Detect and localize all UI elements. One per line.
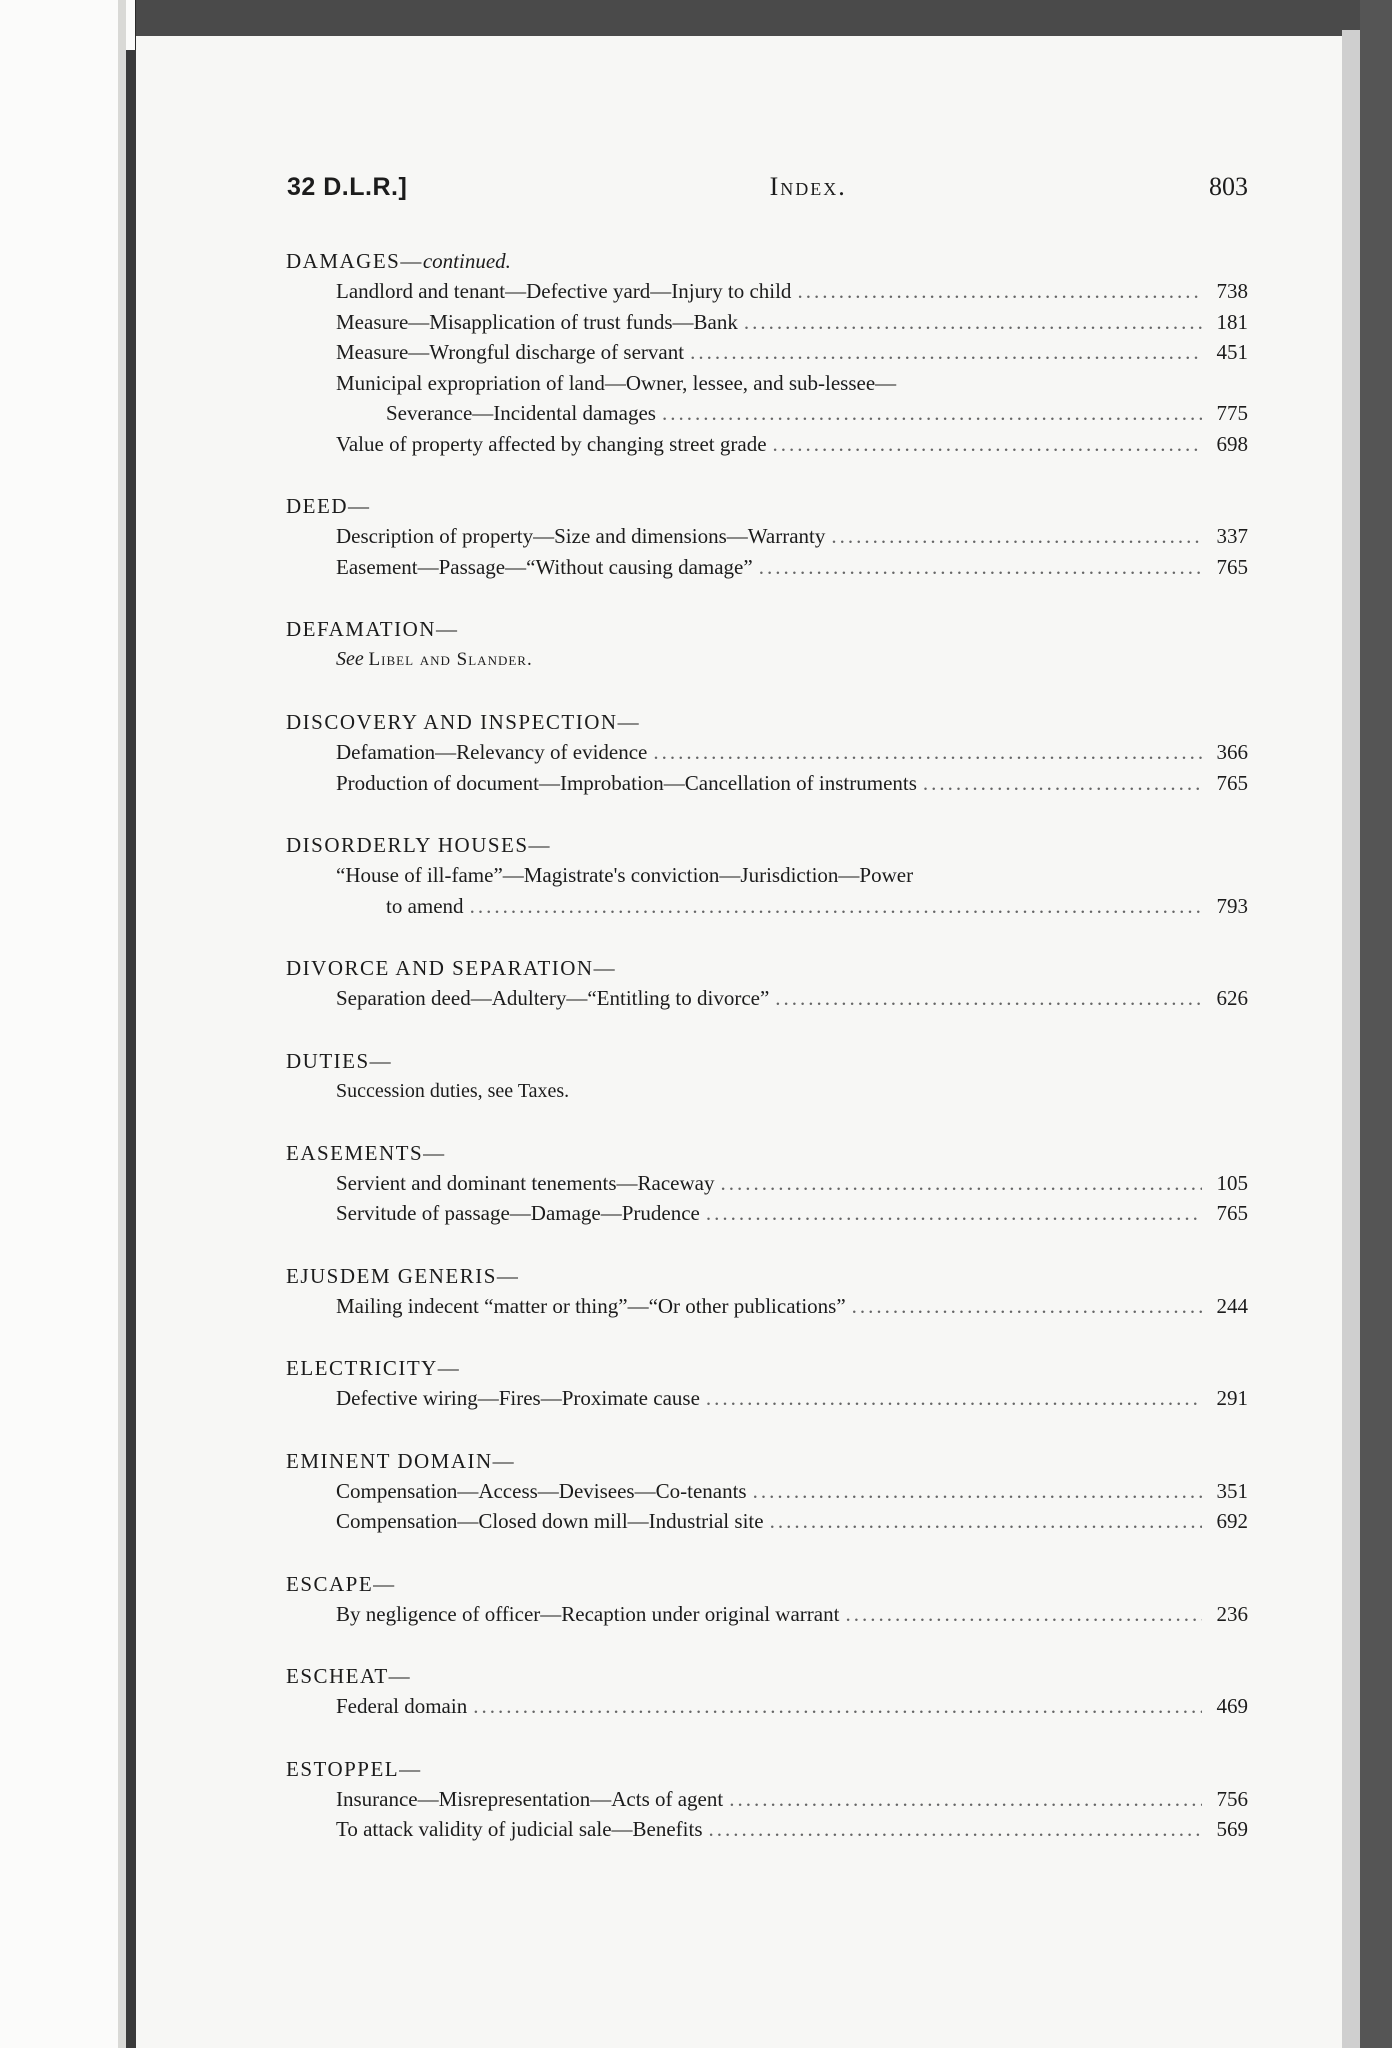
index-entry	[336, 737, 1248, 768]
entry-text: Landlord and tenant—Defective yard—Injury to child	[336, 279, 792, 303]
index-entry	[386, 891, 1248, 922]
see-reference: Libel and Slander.	[368, 649, 533, 670]
section-heading	[286, 246, 1248, 276]
index-section	[286, 707, 1248, 798]
page-title: Index.	[769, 172, 847, 201]
index-section	[286, 830, 1248, 921]
running-header	[287, 172, 1248, 202]
index-section	[286, 246, 1248, 459]
entry-page: 469	[1216, 1694, 1248, 1718]
index-entry	[336, 1691, 1248, 1722]
dot-leader	[831, 521, 1202, 552]
entry-page: 756	[1216, 1786, 1248, 1811]
entry-page: 366	[1216, 740, 1248, 764]
index-section	[286, 1353, 1248, 1414]
entry-page: 765	[1216, 554, 1248, 579]
entry-page: 181	[1216, 309, 1248, 334]
index-section	[286, 1261, 1248, 1322]
heading-text: DEED—	[286, 494, 371, 518]
dot-leader	[770, 1506, 1202, 1537]
dot-leader	[845, 1599, 1202, 1630]
section-heading	[286, 1261, 1248, 1291]
entry-page: 451	[1216, 340, 1248, 364]
entry-text: Measure—Misapplication of trust funds—Bank	[336, 309, 738, 334]
index-entry	[336, 1198, 1248, 1229]
heading-continued: continued.	[422, 249, 511, 273]
section-heading	[286, 1446, 1248, 1476]
dot-leader	[773, 429, 1202, 460]
entry-text: to amend	[386, 893, 464, 918]
dot-leader	[473, 1691, 1202, 1722]
entry-page: 351	[1216, 1478, 1248, 1503]
entry-text: Compensation—Closed down mill—Industrial site	[336, 1509, 764, 1533]
section-heading	[286, 707, 1248, 737]
heading-text: ESCAPE—	[286, 1571, 396, 1596]
section-heading	[286, 1754, 1248, 1784]
index-section	[286, 1661, 1248, 1722]
entry-text: Description of property—Size and dimensions—Warranty	[336, 524, 826, 548]
cross-reference	[336, 644, 1248, 675]
section-heading	[286, 1138, 1248, 1168]
index-entry	[336, 1383, 1248, 1414]
page-number: 803	[1208, 172, 1248, 201]
entry-text: Compensation—Access—Devisees—Co-tenants	[336, 1478, 747, 1503]
entry-text: Value of property affected by changing street grade	[336, 431, 767, 456]
dot-leader	[729, 1784, 1202, 1815]
entry-text: Measure—Wrongful discharge of servant	[336, 340, 685, 364]
index-section	[286, 953, 1248, 1014]
entry-text: Defamation—Relevancy of evidence	[336, 740, 648, 764]
dot-leader	[706, 1198, 1202, 1229]
page-content	[286, 172, 1248, 1877]
section-heading	[286, 614, 1248, 644]
index-section	[286, 1754, 1248, 1845]
cross-reference-text: Succession duties, see Taxes.	[336, 1079, 570, 1102]
entry-text: To attack validity of judicial sale—Benefits	[336, 1817, 703, 1841]
entry-page: 765	[1216, 770, 1248, 795]
heading-text: EMINENT DOMAIN—	[286, 1448, 516, 1473]
dot-leader	[709, 1814, 1202, 1845]
entry-page: 105	[1216, 1170, 1248, 1195]
dot-leader	[759, 552, 1202, 583]
index-section	[286, 1569, 1248, 1630]
index-entry	[336, 521, 1248, 552]
section-heading	[286, 491, 1248, 521]
entry-line: Municipal expropriation of land—Owner, lessee, and sub-lessee—	[336, 370, 897, 395]
index-entry	[336, 1814, 1248, 1845]
heading-text: DAMAGES—	[286, 249, 423, 273]
heading-text: ESTOPPEL—	[286, 1756, 422, 1781]
section-heading	[286, 1569, 1248, 1599]
index-entry	[336, 1506, 1248, 1537]
book-cover-right	[1360, 0, 1392, 2048]
index-entry	[336, 307, 1248, 338]
heading-text: DISCOVERY AND INSPECTION—	[286, 710, 641, 734]
book-cover-top	[136, 0, 1366, 36]
index-entry	[336, 768, 1248, 799]
section-heading	[286, 1353, 1248, 1383]
heading-text: DIVORCE AND SEPARATION—	[286, 956, 617, 980]
index-entry	[336, 1599, 1248, 1630]
index-entry	[336, 1784, 1248, 1815]
entry-page: 698	[1216, 431, 1248, 456]
index-section	[286, 1046, 1248, 1106]
entry-text: Easement—Passage—“Without causing damage”	[336, 554, 753, 579]
entry-page: 236	[1216, 1601, 1248, 1626]
entry-page: 244	[1216, 1293, 1248, 1318]
heading-text: ELECTRICITY—	[286, 1356, 461, 1380]
entry-page: 692	[1216, 1509, 1248, 1533]
index-section	[286, 614, 1248, 675]
heading-text: EASEMENTS—	[286, 1140, 446, 1165]
entry-page: 569	[1216, 1817, 1248, 1841]
index-sections	[286, 246, 1248, 1845]
index-section	[286, 1138, 1248, 1229]
entry-page: 775	[1216, 401, 1248, 425]
book-spine	[126, 50, 136, 2048]
entry-text: Insurance—Misrepresentation—Acts of agent	[336, 1786, 724, 1811]
section-heading	[286, 1661, 1248, 1691]
entry-page: 626	[1216, 986, 1248, 1010]
see-word: See	[336, 648, 364, 670]
dot-leader	[797, 276, 1202, 307]
heading-text: DISORDERLY HOUSES—	[286, 833, 552, 857]
index-entry	[336, 1291, 1248, 1322]
dot-leader	[720, 1168, 1202, 1199]
dot-leader	[470, 891, 1202, 922]
page-edge-right	[1342, 30, 1360, 2048]
dot-leader	[852, 1291, 1202, 1322]
heading-text: DEFAMATION—	[286, 617, 459, 641]
entry-text: Severance—Incidental damages	[386, 401, 656, 425]
index-entry	[336, 1168, 1248, 1199]
entry-text: Defective wiring—Fires—Proximate cause	[336, 1386, 700, 1410]
entry-page: 738	[1216, 279, 1248, 303]
dot-leader	[775, 983, 1202, 1014]
entry-page: 765	[1216, 1201, 1248, 1225]
index-section	[286, 491, 1248, 582]
index-entry	[386, 398, 1248, 429]
dot-leader	[923, 768, 1202, 799]
volume-reference: 32 D.L.R.]	[287, 173, 408, 201]
entry-page: 793	[1216, 893, 1248, 918]
dot-leader	[706, 1383, 1202, 1414]
section-heading	[286, 953, 1248, 983]
dot-leader	[653, 737, 1202, 768]
entry-text: Servitude of passage—Damage—Prudence	[336, 1201, 700, 1225]
entry-line: “House of ill-fame”—Magistrate's conviction—Jurisdiction—Power	[336, 863, 914, 887]
index-entry	[336, 429, 1248, 460]
dot-leader	[690, 337, 1202, 368]
entry-page: 291	[1216, 1386, 1248, 1410]
dot-leader	[753, 1476, 1202, 1507]
heading-text: ESCHEAT—	[286, 1664, 412, 1688]
index-entry	[336, 983, 1248, 1014]
index-entry	[336, 337, 1248, 368]
section-heading	[286, 830, 1248, 860]
entry-text: By negligence of officer—Recaption under original warrant	[336, 1601, 840, 1626]
heading-text: DUTIES—	[286, 1048, 393, 1073]
index-entry	[336, 1476, 1248, 1507]
dot-leader	[662, 398, 1202, 429]
entry-text: Separation deed—Adultery—“Entitling to divorce”	[336, 986, 770, 1010]
entry-text: Federal domain	[336, 1694, 468, 1718]
index-entry	[336, 276, 1248, 307]
page-edge-left	[118, 0, 126, 2048]
index-section	[286, 1446, 1248, 1537]
section-heading	[286, 1046, 1248, 1076]
entry-page: 337	[1216, 524, 1248, 548]
index-page	[136, 36, 1342, 2048]
index-entry	[336, 552, 1248, 583]
facing-page	[0, 0, 135, 2048]
entry-text: Servient and dominant tenements—Raceway	[336, 1170, 715, 1195]
entry-text: Mailing indecent “matter or thing”—“Or other publications”	[336, 1293, 846, 1318]
heading-text: EJUSDEM GENERIS—	[286, 1263, 520, 1288]
dot-leader	[744, 307, 1202, 338]
entry-text: Production of document—Improbation—Cancellation of instruments	[336, 770, 917, 795]
